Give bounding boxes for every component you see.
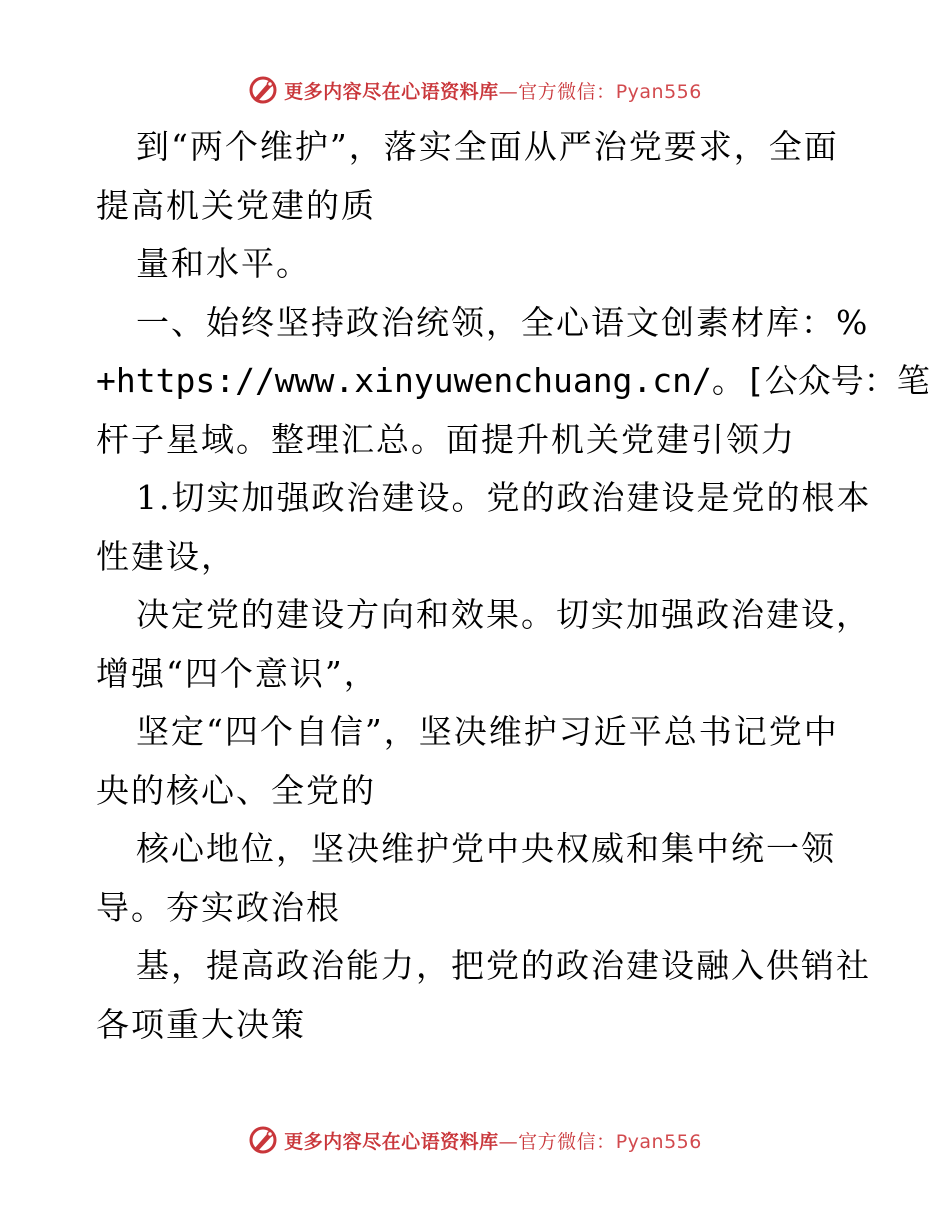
text-line: 央的核心、全党的 [96,770,376,810]
watermark-wechat-label: 官方微信： [518,80,616,103]
watermark-dash: — [498,80,519,103]
text-line-url [96,352,930,411]
watermark-site-name: 更多内容尽在心语资料库 [284,1130,499,1153]
text-line: 决定党的建设方向和效果。切实加强政治建设， [136,595,871,634]
text-line: 基，提高政治能力，把党的政治建设融入供销社 [136,946,871,985]
header-watermark [0,72,950,108]
watermark-site-name: 更多内容尽在心语资料库 [284,80,499,103]
text-line: 坚定“四个自信”，坚决维护习近平总书记党中 [136,712,839,751]
watermark-wechat-id: Pyan556 [615,80,702,103]
watermark-text [284,77,702,104]
watermark-text [284,1127,702,1154]
watermark-wechat-id: Pyan556 [615,1130,702,1153]
text-line: 一、始终坚持政治统领，全心语文创素材库：% [136,302,870,342]
url-text: +https://www.xinyuwenchuang.cn/。[公众号：笔 [96,361,930,400]
text-line: 量和水平。 [136,244,311,283]
text-line: 提高机关党建的质 [96,185,376,225]
watermark-wechat-label: 官方微信： [518,1130,616,1153]
text-line: 各项重大决策 [96,1004,306,1044]
watermark-dash: — [498,1130,519,1153]
text-line: 导。夯实政治根 [96,887,341,927]
text-line: 1.切实加强政治建设。党的政治建设是党的根本 [136,478,872,517]
text-line: 到“两个维护”，落实全面从严治党要求，全面 [136,127,839,166]
text-line: 核心地位，坚决维护党中央权威和集中统一领 [136,829,836,868]
text-line: 增强“四个意识”， [96,653,379,693]
document-body [96,118,930,1054]
brush-logo-icon [248,1125,278,1155]
text-line: 性建设， [96,536,236,576]
footer-watermark [0,1122,950,1158]
text-line: 杆子星域。整理汇总。面提升机关党建引领力 [96,419,796,459]
brush-logo-icon [248,75,278,105]
